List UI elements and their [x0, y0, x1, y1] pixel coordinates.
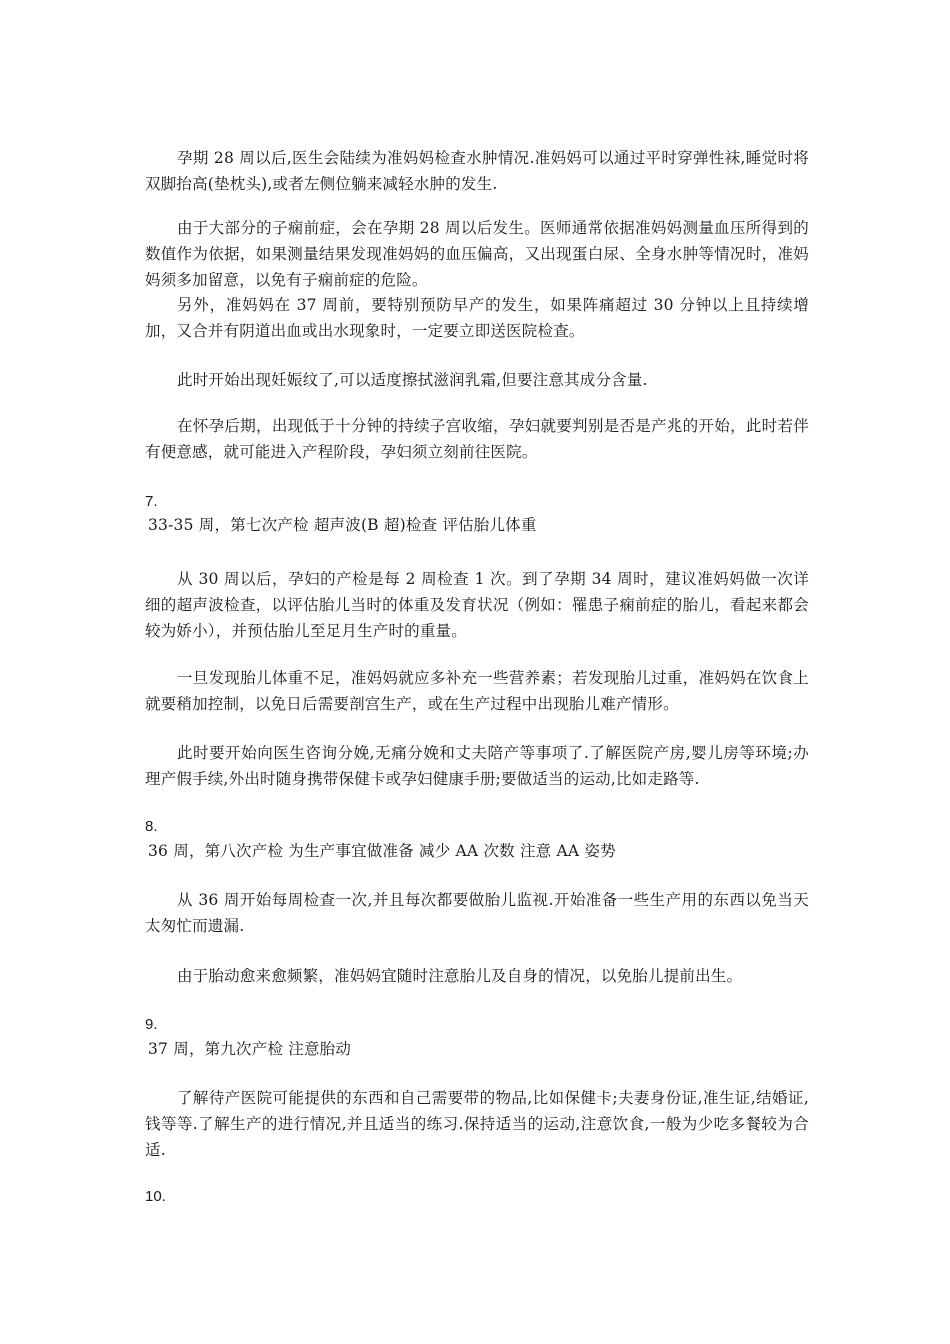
paragraph-edema-check: 孕期 28 周以后,医生会陆续为准妈妈检查水肿情况.准妈妈可以通过平时穿弹性袜,睡觉时将双脚抬高(垫枕头),或者左侧位躺来减轻水肿的发生.	[145, 149, 809, 193]
section-number: 7.	[145, 493, 158, 510]
paragraph-hospital-prep: 了解待产医院可能提供的东西和自己需要带的物品,比如保健卡;夫妻身份证,准生证,结婚证,钱等等.了解生产的进行情况,并且适当的练习.保持适当的运动,注意饮食,一般为少吃多餐较为合适.	[145, 1089, 809, 1159]
paragraph-preterm-prevention: 另外，准妈妈在 37 周前，要特别预防早产的发生，如果阵痛超过 30 分钟以上且持续增加，又合并有阴道出血或出水现象时，一定要立即送医院检查。	[145, 296, 809, 340]
paragraph-weekly-check: 从 36 周开始每周检查一次,并且每次都要做胎儿监视.开始准备一些生产用的东西以免当天太匆忙而遗漏.	[145, 891, 809, 935]
section-heading: 33-35 周，第七次产检 超声波(B 超)检查 评估胎儿体重	[148, 516, 537, 534]
paragraph-delivery-consult: 此时要开始向医生咨询分娩,无痛分娩和丈夫陪产等事项了.了解医院产房,婴儿房等环境;办理产假手续,外出时随身携带保健卡或孕妇健康手册;要做适当的运动,比如走路等.	[145, 744, 809, 788]
paragraph-stretch-marks: 此时开始出现妊娠纹了,可以适度擦拭滋润乳霜,但要注意其成分含量.	[177, 371, 648, 389]
section-heading: 36 周，第八次产检 为生产事宜做准备 减少 AA 次数 注意 AA 姿势	[148, 842, 616, 860]
paragraph-fetal-weight: 一旦发现胎儿体重不足，准妈妈就应多补充一些营养素；若发现胎儿过重，准妈妈在饮食上就要稍加控制，以免日后需要剖宫生产，或在生产过程中出现胎儿难产情形。	[145, 669, 809, 713]
paragraph-ultrasound: 从 30 周以后，孕妇的产检是每 2 周检查 1 次。到了孕期 34 周时，建议准妈妈做一次详细的超声波检查，以评估胎儿当时的体重及发育状况（例如：罹患子痫前症的胎儿，看起来都会较为娇小），并预估胎儿至足月生产时的重量。	[145, 570, 809, 640]
section-number: 10.	[145, 1188, 166, 1205]
section-number: 8.	[145, 818, 158, 835]
paragraph-contractions: 在怀孕后期，出现低于十分钟的持续子宫收缩，孕妇就要判别是否是产兆的开始，此时若伴有便意感，就可能进入产程阶段，孕妇须立刻前往医院。	[145, 417, 809, 461]
section-number: 9.	[145, 1016, 158, 1033]
document-page	[145, 0, 809, 1344]
paragraph-fetal-movement: 由于胎动愈来愈频繁，准妈妈宜随时注意胎儿及自身的情况，以免胎儿提前出生。	[177, 967, 743, 985]
section-heading: 37 周，第九次产检 注意胎动	[148, 1040, 352, 1058]
paragraph-preeclampsia: 由于大部分的子痫前症，会在孕期 28 周以后发生。医师通常依据准妈妈测量血压所得到的数值作为依据，如果测量结果发现准妈妈的血压偏高，又出现蛋白尿、全身水肿等情况时，准妈妈须多加留意，以免有子痫前症的危险。	[145, 219, 809, 289]
